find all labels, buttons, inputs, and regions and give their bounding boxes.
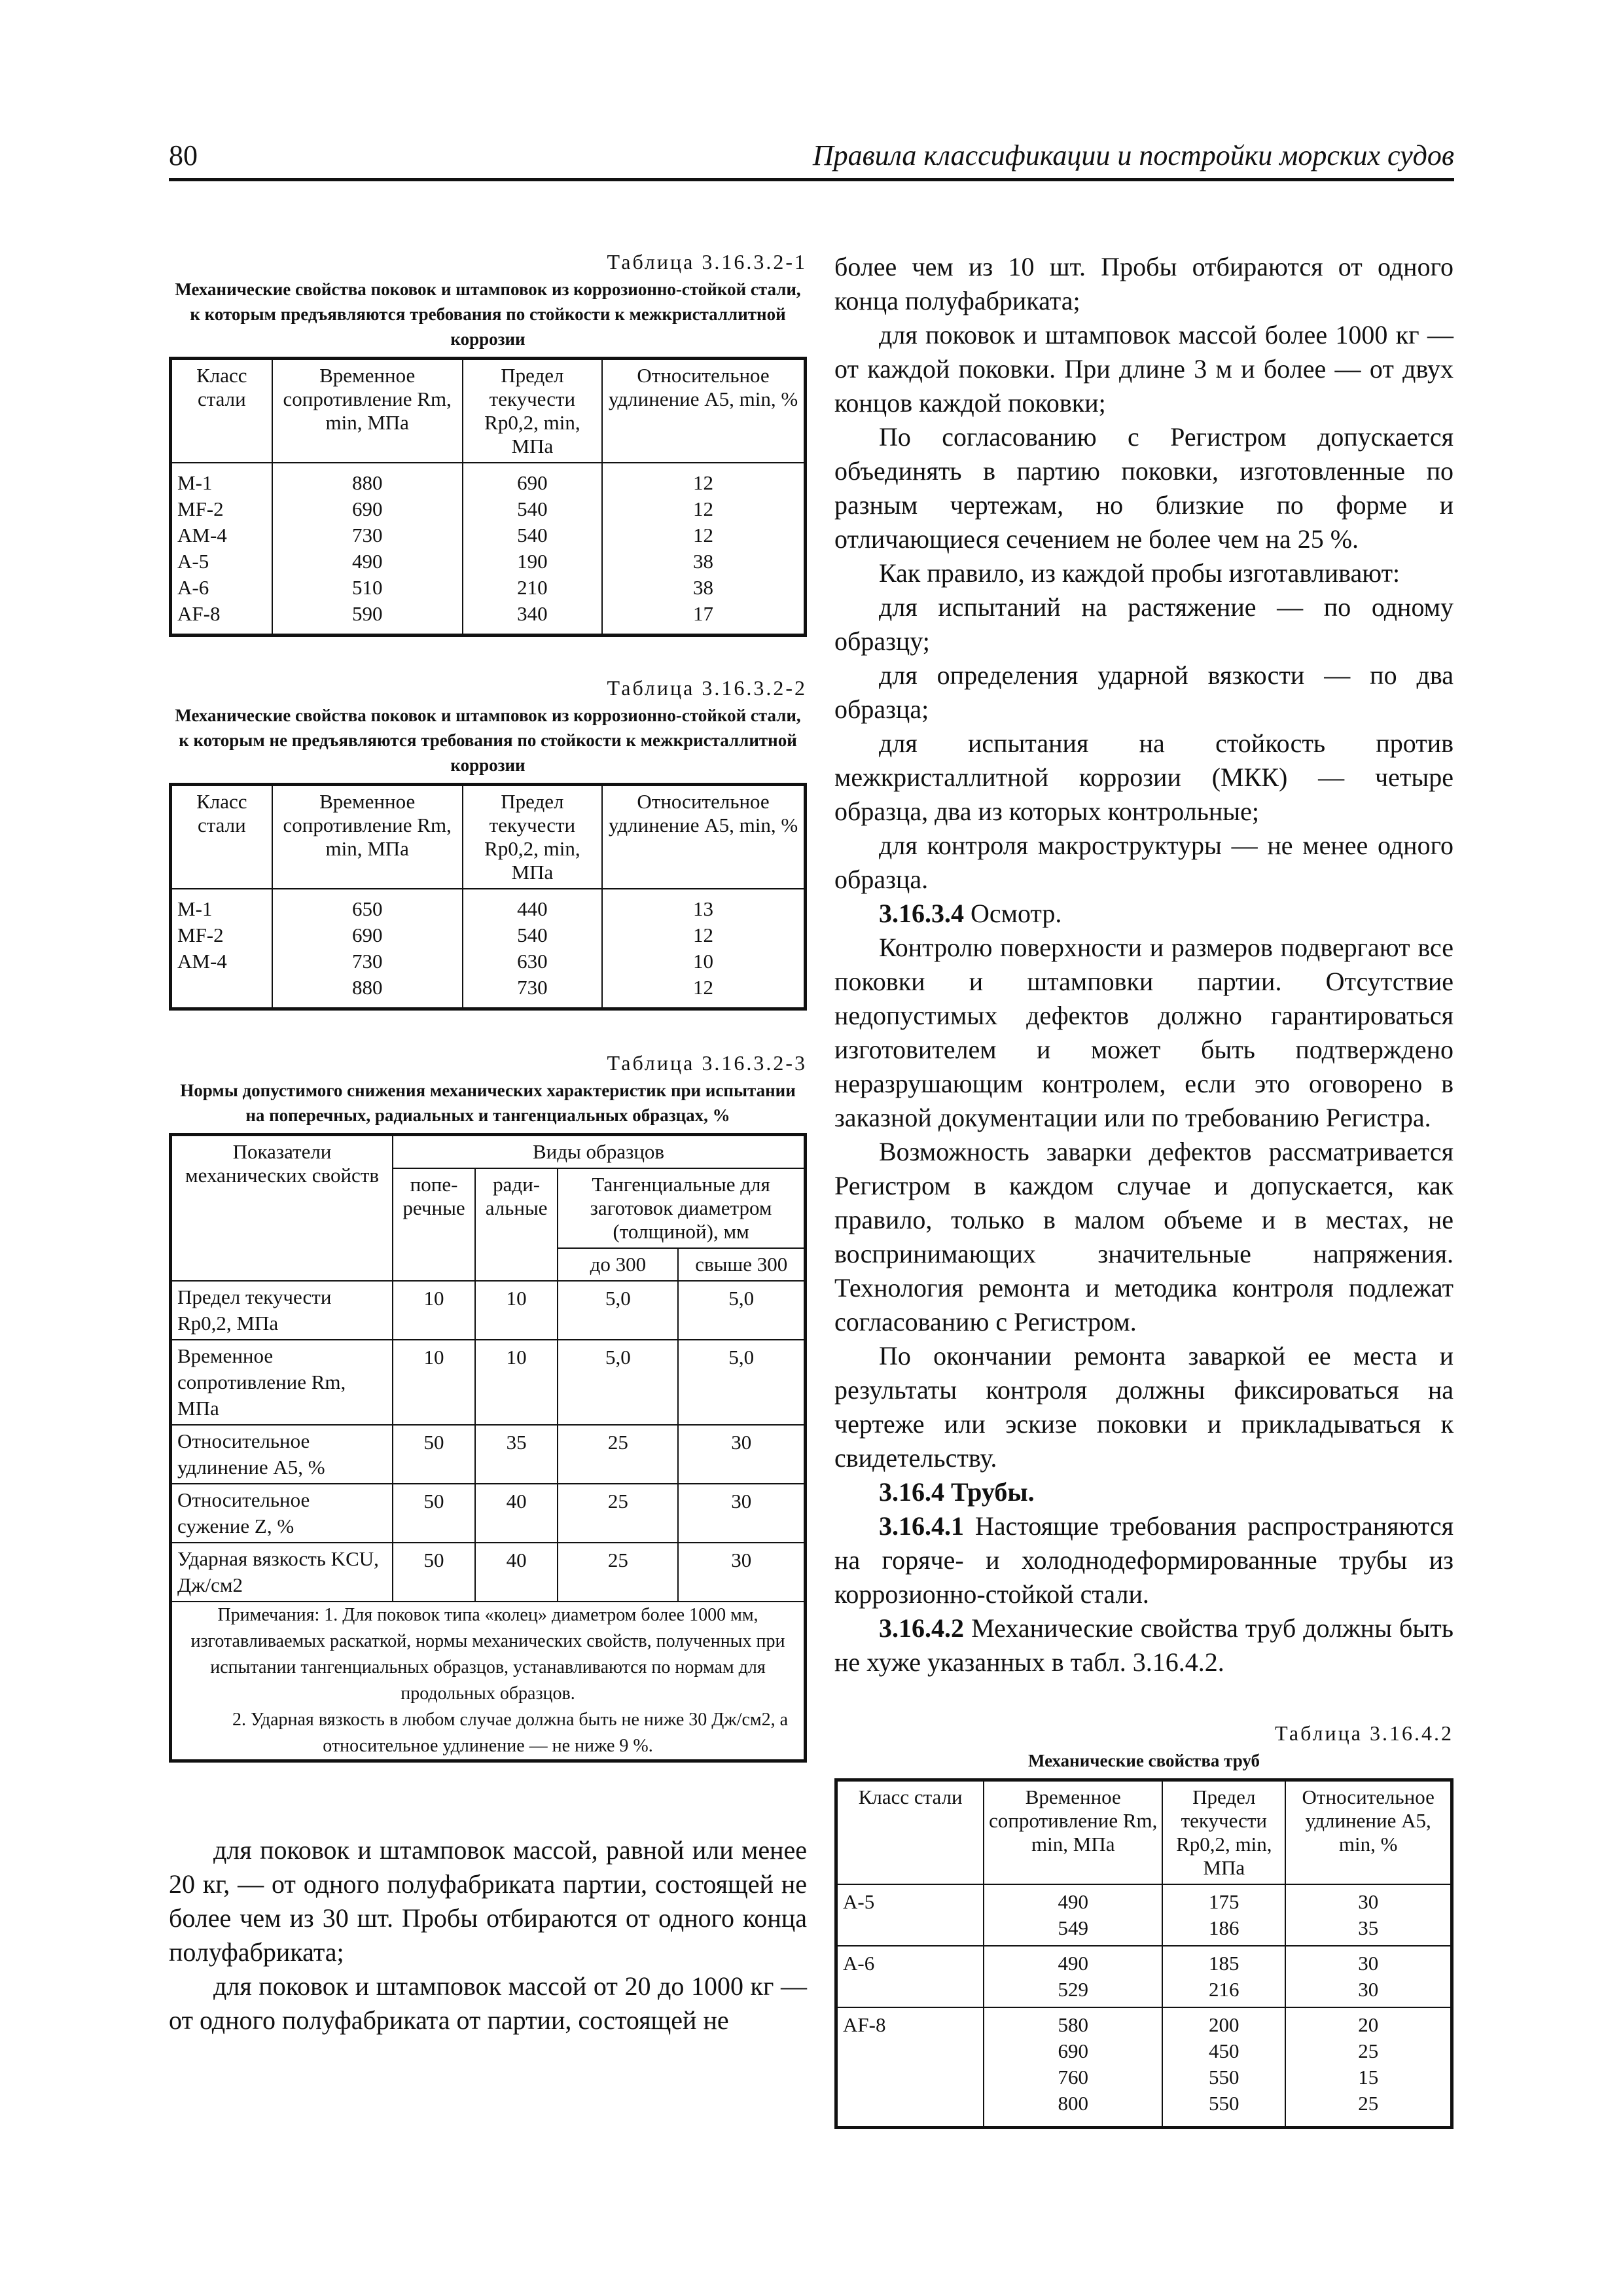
table4-value: 186 [1209, 1916, 1240, 1939]
right-paragraph-4: Как правило, из каждой пробы изготавливают: [879, 558, 1400, 588]
left-paragraph-2: для поковок и штамповок массой от 20 до 1000 кг — от одного полуфабриката от партии, состоящей не [169, 1971, 807, 2035]
right-paragraph-7: для испытания на стойкость против межкристаллитной коррозии (МКК) — четыре образца, два из которых контрольные; [834, 728, 1454, 826]
table3-cell: Предел текучести Rp0,2, МПа [171, 1281, 393, 1340]
table2-caption: Таблица 3.16.3.2-2 [607, 676, 807, 700]
table2-cell: 13 [693, 897, 714, 920]
table4-header: Предел текучести Rp0,2, min, МПа [1162, 1780, 1285, 1885]
table2-cell: 880 [351, 976, 383, 999]
right-paragraph-6: для определения ударной вязкости — по два образца; [834, 660, 1454, 724]
right-paragraph-2: для поковок и штамповок массой более 1000 кг — от каждой поковки. При длине 3 м и более — от двух концов каждой поковки; [834, 320, 1454, 418]
table3-cell: 10 [475, 1340, 558, 1425]
table1-col-class [171, 463, 272, 636]
right-paragraph-5: для испытаний на растяжение — по одному образцу; [834, 592, 1454, 656]
table1-header: Временное сопротивление Rm, min, МПа [272, 359, 463, 463]
table3-cell: 10 [393, 1281, 475, 1340]
table2-header-row [171, 785, 806, 889]
table1-cell: 210 [517, 576, 548, 599]
table3-header-upto300: до 300 [558, 1248, 678, 1281]
table2-cell: 12 [693, 924, 714, 946]
right-paragraph-3: По согласованию с Регистром допускается объединять в партию поковки, изготовленные по разным чертежам, но близкие по форме и отличающиеся сечением не более чем на 25 %. [834, 422, 1454, 554]
right-paragraph-13 [834, 1611, 1454, 1679]
table2-col-rm [272, 889, 463, 1009]
table2-cell: 730 [517, 976, 548, 999]
table4-value: 25 [1358, 2039, 1379, 2062]
table1-title: Механические свойства поковок и штамповок из коррозионно-стойкой стали, к которым предъявляются требования по стойкости к межкристаллитной коррозии [175, 279, 801, 349]
table4-value: 490 [1058, 1890, 1089, 1913]
table1-cell: MF-2 [177, 497, 224, 520]
table4-value: 175 [1209, 1890, 1240, 1913]
table3-note1: Примечания: 1. Для поковок типа «колец» диаметром более 1000 мм, изготавливаемых раскаткой, нормы механических свойств, полученных при испытании тангенциальных образцов, устанавливаются по нормам для продольных образцов. [190, 1605, 785, 1704]
right-paragraph-1: более чем из 10 шт. Пробы отбираются от одного конца полуфабриката; [834, 252, 1454, 315]
table4-value: 25 [1358, 2092, 1379, 2115]
table2-body [171, 889, 806, 1009]
table3-cell: 25 [558, 1484, 678, 1543]
table3-title: Нормы допустимого снижения механических характеристик при испытании на поперечных, радиальных и тангенциальных образцах, % [180, 1081, 796, 1125]
table3-cell: 50 [393, 1543, 475, 1602]
table2-cell [177, 975, 266, 1001]
table3-cell: 35 [475, 1425, 558, 1484]
table4-value: 15 [1358, 2066, 1379, 2089]
table2-col-a5 [602, 889, 805, 1009]
table4-cell [1162, 2007, 1285, 2128]
table3-header-over300: свыше 300 [678, 1248, 805, 1281]
table4 [834, 1778, 1454, 2129]
table2-header: Класс стали [171, 785, 272, 889]
section-3-16-4 [834, 1475, 1454, 1509]
table4-cell [836, 1946, 984, 2007]
table4-value: 216 [1209, 1978, 1240, 2001]
paragraph-text: Механические свойства труб должны быть не хуже указанных в табл. 3.16.4.2. [834, 1613, 1454, 1677]
table3 [169, 1133, 807, 1763]
table3-cell: 50 [393, 1425, 475, 1484]
section-number: 3.16.4.1 [879, 1511, 964, 1541]
table4-title: Механические свойства труб [1027, 1751, 1260, 1770]
table4-value: 200 [1209, 2013, 1240, 2036]
table2-header: Предел текучести Rp0,2, min, МПа [463, 785, 602, 889]
table4-value: 690 [1058, 2039, 1089, 2062]
left-paragraph-1: для поковок и штамповок массой, равной или менее 20 кг, — от одного полуфабриката партии, состоящей не более чем из 30 шт. Пробы отбираются от одного конца полуфабриката; [169, 1835, 807, 1967]
table3-cell: 10 [393, 1340, 475, 1425]
right-paragraph-9: Контролю поверхности и размеров подвергают все поковки и штамповки партии. Отсутствие недопустимых дефектов должно гарантироваться изготовителем и может быть подтверждено неразрушающим контролем, если это оговорено в заказной документации или по требованию Регистра. [834, 933, 1454, 1132]
table1-cell: 590 [351, 602, 383, 625]
table1-cell: 690 [351, 497, 383, 520]
table3-cell: 50 [393, 1484, 475, 1543]
table4-value: 760 [1058, 2066, 1089, 2089]
table3-cell: 40 [475, 1484, 558, 1543]
page-number: 80 [169, 139, 198, 171]
table4-cell [984, 1884, 1162, 1946]
table4-value: 20 [1358, 2013, 1379, 2036]
table1-col-rp [463, 463, 602, 636]
section-title: Осмотр. [971, 899, 1062, 928]
table3-header-tangential: Тангенциальные для заготовок диаметром (толщиной), мм [558, 1168, 805, 1248]
table1-cell: 540 [517, 497, 548, 520]
table4-value: 800 [1058, 2092, 1089, 2115]
table4-cell [1162, 1884, 1285, 1946]
section-number: 3.16.3.4 [879, 899, 964, 928]
left-column [169, 250, 807, 2037]
table1-cell: 12 [693, 497, 714, 520]
table2-cell: 540 [517, 924, 548, 946]
table4-group-a5 [836, 1884, 1452, 1946]
table3-header-transverse: попе-речные [393, 1168, 475, 1281]
table2-cell: M-1 [177, 897, 213, 920]
table1-header: Класс стали [171, 359, 272, 463]
table1-header: Предел текучести Rp0,2, min, МПа [463, 359, 602, 463]
table4-value: 490 [1058, 1952, 1089, 1975]
table4-value: 450 [1209, 2039, 1240, 2062]
table1-cell: 38 [693, 576, 714, 599]
table1-cell: 12 [693, 471, 714, 494]
running-title: Правила классификации и постройки морских судов [812, 139, 1454, 171]
table2-cell: 12 [693, 976, 714, 999]
table-row [171, 1484, 806, 1543]
table3-header-radial: ради-альные [475, 1168, 558, 1281]
paragraph-text: Настоящие требования распространяются на горяче- и холоднодеформированные трубы из коррозионно-стойкой стали. [834, 1511, 1454, 1609]
table4-cell [836, 2007, 984, 2128]
table1-cell: 340 [517, 602, 548, 625]
table4-value: 549 [1058, 1916, 1089, 1939]
table2-col-class [171, 889, 272, 1009]
table4-class: A-5 [843, 1890, 875, 1913]
table-row [171, 1281, 806, 1340]
table4-cell [1285, 2007, 1452, 2128]
table3-cell: 30 [678, 1543, 805, 1602]
table3-cell: 5,0 [558, 1340, 678, 1425]
table4-group-a6 [836, 1946, 1452, 2007]
table1-cell: 510 [351, 576, 383, 599]
table3-cell: 5,0 [678, 1340, 805, 1425]
section-number: 3.16.4.2 [879, 1613, 964, 1643]
table1-col-rm [272, 463, 463, 636]
header-rule [169, 178, 1454, 181]
table2-cell: 630 [517, 950, 548, 973]
table3-header-types: Виды образцов [393, 1135, 806, 1169]
table4-cell [1285, 1946, 1452, 2007]
table4-value: 580 [1058, 2013, 1089, 2036]
table1-cell: 490 [351, 550, 383, 573]
table3-cell: 25 [558, 1543, 678, 1602]
table4-cell [984, 2007, 1162, 2128]
table1-body [171, 463, 806, 636]
table1-header-row [171, 359, 806, 463]
table1-cell: 17 [693, 602, 714, 625]
table3-cell: 10 [475, 1281, 558, 1340]
table2-cell: 10 [693, 950, 714, 973]
section-number: 3.16.4 [879, 1477, 944, 1507]
table4-class: A-6 [843, 1952, 875, 1975]
table3-header-props: Показатели механических свойств [171, 1135, 393, 1282]
table4-header: Относительное удлинение A5, min, % [1285, 1780, 1452, 1885]
table3-notes [171, 1602, 806, 1761]
table3-cell: 5,0 [558, 1281, 678, 1340]
table2-cell: 440 [517, 897, 548, 920]
table1-cell: 880 [351, 471, 383, 494]
table2-cell: 730 [351, 950, 383, 973]
table1-cell: 190 [517, 550, 548, 573]
section-3-16-3-4 [834, 897, 1454, 931]
table2-header: Временное сопротивление Rm, min, МПа [272, 785, 463, 889]
table2 [169, 783, 807, 1011]
right-paragraph-12 [834, 1509, 1454, 1611]
table1-cell: 12 [693, 524, 714, 547]
table2-title: Механические свойства поковок и штамповок из коррозионно-стойкой стали, к которым не предъявляются требования по стойкости к межкристаллитной коррозии [175, 706, 801, 775]
table4-value: 30 [1358, 1890, 1379, 1913]
table4-group-af8 [836, 2007, 1452, 2128]
table1 [169, 357, 807, 637]
table3-caption: Таблица 3.16.3.2-3 [607, 1051, 807, 1075]
table2-header: Относительное удлинение A5, min, % [602, 785, 805, 889]
table3-cell: Относительное сужение Z, % [171, 1484, 393, 1543]
table1-header: Относительное удлинение A5, min, % [602, 359, 805, 463]
table4-caption: Таблица 3.16.4.2 [1275, 1721, 1454, 1745]
table4-header: Временное сопротивление Rm, min, МПа [984, 1780, 1162, 1885]
table1-col-a5 [602, 463, 805, 636]
section-title: Трубы. [951, 1477, 1035, 1507]
table4-value: 550 [1209, 2092, 1240, 2115]
table2-col-rp [463, 889, 602, 1009]
table2-cell: 650 [351, 897, 383, 920]
right-paragraph-10: Возможность заварки дефектов рассматривается Регистром в каждом случае и допускается, как правило, только в малом объеме и в местах, не воспринимающих значительные напряжения. Технология ремонта и методика контроля подлежат согласованию с Регистром. [834, 1137, 1454, 1336]
table3-cell: Временное сопротивление Rm, МПа [171, 1340, 393, 1425]
table-row [171, 1340, 806, 1425]
table4-cell [1162, 1946, 1285, 2007]
right-column [834, 250, 1454, 2129]
table1-cell: 730 [351, 524, 383, 547]
table3-cell: 25 [558, 1425, 678, 1484]
table4-class: AF-8 [843, 2013, 886, 2036]
table3-cell: Относительное удлинение A5, % [171, 1425, 393, 1484]
table1-cell: AF-8 [177, 602, 221, 625]
table4-value: 30 [1358, 1978, 1379, 2001]
table1-caption: Таблица 3.16.3.2-1 [607, 250, 807, 274]
table3-cell: 5,0 [678, 1281, 805, 1340]
table4-value: 30 [1358, 1952, 1379, 1975]
table1-cell: AM-4 [177, 524, 227, 547]
table-row [171, 1425, 806, 1484]
table1-cell: 38 [693, 550, 714, 573]
table4-cell [984, 1946, 1162, 2007]
right-paragraph-8: для контроля макроструктуры — не менее одного образца. [834, 831, 1454, 894]
table3-note2: 2. Ударная вязкость в любом случае должна быть не ниже 30 Дж/см2, а относительное удлинение — не ниже 9 %. [232, 1710, 789, 1756]
table2-cell: 690 [351, 924, 383, 946]
table4-cell [1285, 1884, 1452, 1946]
table3-cell: Ударная вязкость KCU, Дж/см2 [171, 1543, 393, 1602]
table4-value: 185 [1209, 1952, 1240, 1975]
right-paragraph-11: По окончании ремонта заваркой ее места и результаты контроля должны фиксироваться на чертеже или эскизе поковки и прикладываться к свидетельству. [834, 1341, 1454, 1473]
table1-cell: A-6 [177, 576, 209, 599]
table4-value: 529 [1058, 1978, 1089, 2001]
table1-cell: M-1 [177, 471, 213, 494]
table4-value: 550 [1209, 2066, 1240, 2089]
table3-cell: 30 [678, 1425, 805, 1484]
table4-value: 35 [1358, 1916, 1379, 1939]
table3-cell: 40 [475, 1543, 558, 1602]
table-row [171, 1543, 806, 1602]
table2-cell: AM-4 [177, 950, 227, 973]
table4-header: Класс стали [836, 1780, 984, 1885]
table3-cell: 30 [678, 1484, 805, 1543]
table4-cell [836, 1884, 984, 1946]
table1-cell: A-5 [177, 550, 209, 573]
table1-cell: 540 [517, 524, 548, 547]
table2-cell: MF-2 [177, 924, 224, 946]
table1-cell: 690 [517, 471, 548, 494]
